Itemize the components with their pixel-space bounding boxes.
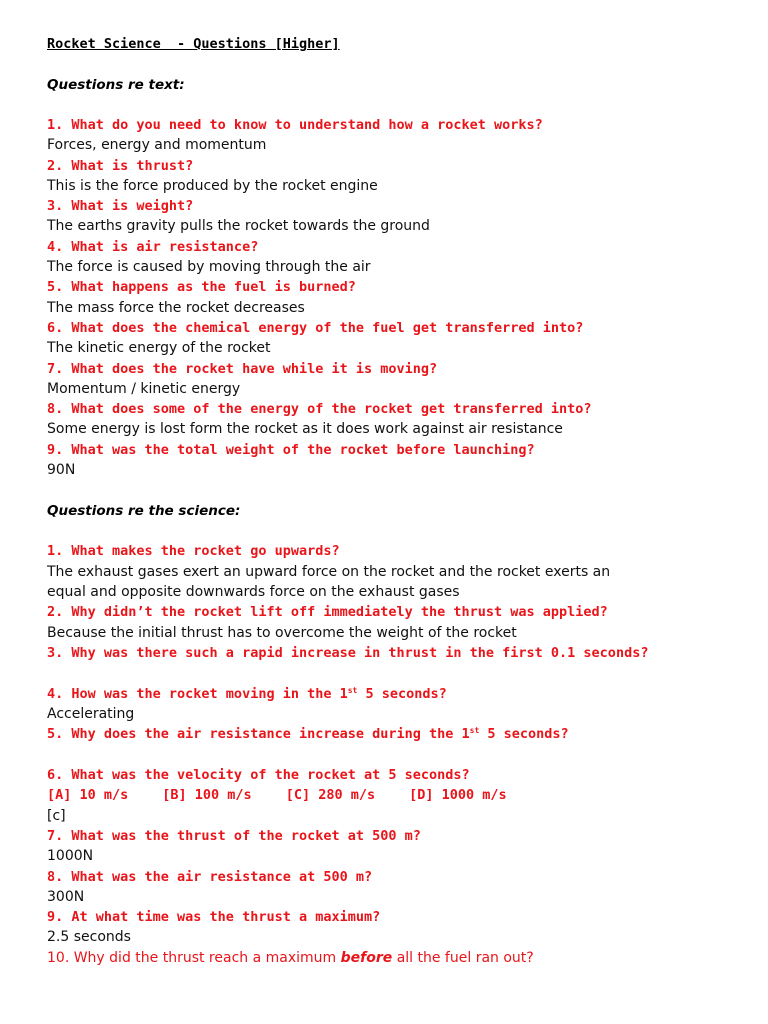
ordinal-suffix: st: [469, 726, 480, 736]
option-d: [D] 1000 m/s: [409, 787, 507, 804]
answer: The mass force the rocket decreases: [47, 299, 305, 316]
answer: Accelerating: [47, 705, 135, 722]
text-questions-list: [47, 115, 747, 480]
spacer: [47, 663, 747, 684]
question: [47, 948, 747, 968]
answer: 300N: [47, 888, 85, 905]
question: 8. What does some of the energy of the rocket get transferred into?: [47, 401, 592, 418]
answer: 2.5 seconds: [47, 929, 131, 946]
question: 7. What does the rocket have while it is moving?: [47, 360, 438, 377]
question: 3. Why was there such a rapid increase in thrust in the first 0.1 seconds?: [47, 644, 649, 661]
answer: The force is caused by moving through the air: [47, 259, 371, 276]
worksheet-page: [47, 34, 747, 968]
spacer: [47, 480, 747, 501]
answer: [c]: [47, 807, 66, 824]
question: [47, 724, 747, 744]
option-c: [C] 280 m/s: [285, 787, 376, 804]
question: 2. Why didn’t the rocket lift off immediately the thrust was applied?: [47, 604, 608, 621]
option-a: [A] 10 m/s: [47, 787, 129, 804]
answer: This is the force produced by the rocket engine: [47, 177, 378, 194]
answer: Because the initial thrust has to overcome the weight of the rocket: [47, 624, 517, 641]
answer: 90N: [47, 462, 76, 479]
option-b: [B] 100 m/s: [162, 787, 252, 804]
answer: The earths gravity pulls the rocket towards the ground: [47, 218, 430, 235]
answer: The kinetic energy of the rocket: [47, 340, 271, 357]
science-questions-list: [47, 541, 747, 968]
answer: 1000N: [47, 848, 94, 865]
question-text: 10. Why did the thrust reach a maximum: [47, 949, 341, 966]
emphasis-word: before: [340, 949, 393, 966]
question: 6. What was the velocity of the rocket at 5 seconds?: [47, 767, 470, 784]
answer: Forces, energy and momentum: [47, 137, 267, 154]
question: 2. What is thrust?: [47, 157, 194, 174]
answer: Some energy is lost form the rocket as it does work against air resistance: [47, 421, 563, 438]
spacer: [47, 745, 747, 766]
question: 8. What was the air resistance at 500 m?: [47, 868, 373, 885]
answer-options: [47, 785, 747, 805]
question-text: 5 seconds?: [357, 685, 447, 702]
question: [47, 684, 747, 704]
question: 1. What makes the rocket go upwards?: [47, 543, 340, 560]
question-text: 4. How was the rocket moving in the 1: [47, 685, 348, 702]
question: 5. What happens as the fuel is burned?: [47, 279, 356, 296]
question: 3. What is weight?: [47, 198, 194, 215]
question: 4. What is air resistance?: [47, 238, 259, 255]
question-text: 5 seconds?: [479, 726, 569, 743]
question: 9. At what time was the thrust a maximum?: [47, 909, 381, 926]
question-text: 5. Why does the air resistance increase during the 1: [47, 726, 470, 743]
answer: Momentum / kinetic energy: [47, 380, 241, 397]
ordinal-suffix: st: [347, 685, 358, 695]
question: 9. What was the total weight of the rocket before launching?: [47, 441, 535, 458]
question: 1. What do you need to know to understand how a rocket works?: [47, 117, 543, 133]
page-title: Rocket Science - Questions [Higher]: [47, 36, 340, 52]
question: 7. What was the thrust of the rocket at 500 m?: [47, 827, 421, 844]
question-text: all the fuel ran out?: [392, 949, 534, 966]
text-section-heading: Questions re text:: [47, 76, 185, 93]
science-section-heading: Questions re the science:: [47, 502, 241, 519]
answer: The exhaust gases exert an upward force on the rocket and the rocket exerts an equal and opposite downwards force on the exhaust gases: [47, 563, 611, 600]
question: 6. What does the chemical energy of the fuel get transferred into?: [47, 319, 584, 336]
